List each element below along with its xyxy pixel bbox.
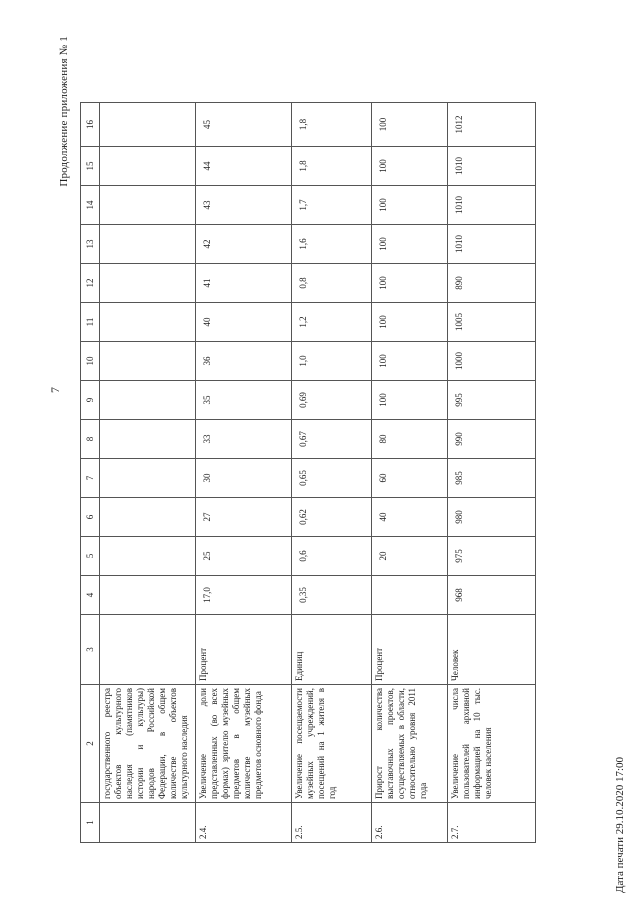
row-value: 1010: [448, 147, 536, 186]
row-value: 35: [196, 381, 292, 420]
row-name: государственного реестра объектов культурного наследия (памятников истории и культуры) народов Российской Федерации, в общем количестве объектов культурного наследия: [100, 685, 196, 803]
header-cell: 9: [81, 381, 100, 420]
row-value: [100, 537, 196, 576]
row-value: 968: [448, 576, 536, 615]
row-value: 17,0: [196, 576, 292, 615]
row-value: 1,8: [292, 103, 372, 147]
row-value: 40: [196, 303, 292, 342]
continuation-label: Продолжение приложения № 1: [58, 36, 70, 187]
row-value: 990: [448, 420, 536, 459]
header-cell: 16: [81, 103, 100, 147]
table-row: [292, 103, 372, 843]
header-cell: 1: [81, 803, 100, 843]
row-value: 25: [196, 537, 292, 576]
row-value: 1010: [448, 225, 536, 264]
row-unit: Человек: [448, 615, 536, 685]
header-cell: 3: [81, 615, 100, 685]
row-value: 100: [372, 147, 448, 186]
row-value: [100, 264, 196, 303]
header-cell: 11: [81, 303, 100, 342]
table-row: [448, 103, 536, 843]
row-value: 20: [372, 537, 448, 576]
row-value: 33: [196, 420, 292, 459]
row-unit: [100, 615, 196, 685]
row-code: 2.6.: [372, 803, 448, 843]
row-value: 100: [372, 103, 448, 147]
row-value: [100, 498, 196, 537]
row-code: 2.5.: [292, 803, 372, 843]
row-value: 43: [196, 186, 292, 225]
header-cell: 4: [81, 576, 100, 615]
page-number: 7: [48, 387, 62, 393]
header-cell: 6: [81, 498, 100, 537]
header-cell: 12: [81, 264, 100, 303]
header-cell: 15: [81, 147, 100, 186]
row-value: 1000: [448, 342, 536, 381]
row-value: 36: [196, 342, 292, 381]
row-value: 100: [372, 186, 448, 225]
row-value: 995: [448, 381, 536, 420]
row-value: [100, 225, 196, 264]
row-value: 100: [372, 225, 448, 264]
row-value: [100, 381, 196, 420]
row-value: 1012: [448, 103, 536, 147]
row-value: [100, 303, 196, 342]
row-name: Увеличение числа пользователей архивной информацией на 10 тыс. человек населения: [448, 685, 536, 803]
row-value: 0,62: [292, 498, 372, 537]
row-value: 30: [196, 459, 292, 498]
row-value: 1,0: [292, 342, 372, 381]
row-value: 890: [448, 264, 536, 303]
row-value: 41: [196, 264, 292, 303]
row-value: 0,69: [292, 381, 372, 420]
row-value: 100: [372, 381, 448, 420]
row-value: 27: [196, 498, 292, 537]
row-value: 100: [372, 264, 448, 303]
header-cell: 7: [81, 459, 100, 498]
row-value: 0,8: [292, 264, 372, 303]
row-name: Прирост количества выставочных проектов, осуществляемых в области, относительно уровня 2011 года: [372, 685, 448, 803]
row-value: 100: [372, 342, 448, 381]
row-value: 0,35: [292, 576, 372, 615]
row-value: 1,2: [292, 303, 372, 342]
row-value: [100, 576, 196, 615]
table-row: [372, 103, 448, 843]
row-unit: Единиц: [292, 615, 372, 685]
row-value: [100, 147, 196, 186]
row-value: 60: [372, 459, 448, 498]
header-cell: 13: [81, 225, 100, 264]
row-value: [100, 420, 196, 459]
row-unit: Процент: [372, 615, 448, 685]
row-value: 0,6: [292, 537, 372, 576]
row-value: 985: [448, 459, 536, 498]
row-value: 0,67: [292, 420, 372, 459]
print-date: Дата печати 29.10.2020 17:00: [614, 756, 626, 893]
row-value: 80: [372, 420, 448, 459]
header-cell: 10: [81, 342, 100, 381]
table-row: [196, 103, 292, 843]
row-value: 44: [196, 147, 292, 186]
row-value: 1010: [448, 186, 536, 225]
row-value: 42: [196, 225, 292, 264]
header-cell: 2: [81, 685, 100, 803]
row-value: [100, 103, 196, 147]
row-value: 1,6: [292, 225, 372, 264]
row-code: [100, 803, 196, 843]
row-value: 975: [448, 537, 536, 576]
header-cell: 5: [81, 537, 100, 576]
indicators-table: [80, 102, 536, 843]
row-code: 2.7.: [448, 803, 536, 843]
row-value: [100, 459, 196, 498]
table-header-row: [81, 103, 100, 843]
row-code: 2.4.: [196, 803, 292, 843]
row-value: 980: [448, 498, 536, 537]
row-value: 45: [196, 103, 292, 147]
row-value: 1005: [448, 303, 536, 342]
row-value: 1,8: [292, 147, 372, 186]
row-name: Увеличение доли представленных (во всех формах) зрителю музейных предметов в общем количестве музейных предметов основного фонда: [196, 685, 292, 803]
row-name: Увеличение посещаемости музейных учреждений, посещений на 1 жителя в год: [292, 685, 372, 803]
header-cell: 14: [81, 186, 100, 225]
row-value: 1,7: [292, 186, 372, 225]
header-cell: 8: [81, 420, 100, 459]
row-value: 0,65: [292, 459, 372, 498]
row-unit: Процент: [196, 615, 292, 685]
table-row: [100, 103, 196, 843]
row-value: 100: [372, 303, 448, 342]
row-value: 40: [372, 498, 448, 537]
row-value: [100, 342, 196, 381]
row-value: [100, 186, 196, 225]
row-value: [372, 576, 448, 615]
